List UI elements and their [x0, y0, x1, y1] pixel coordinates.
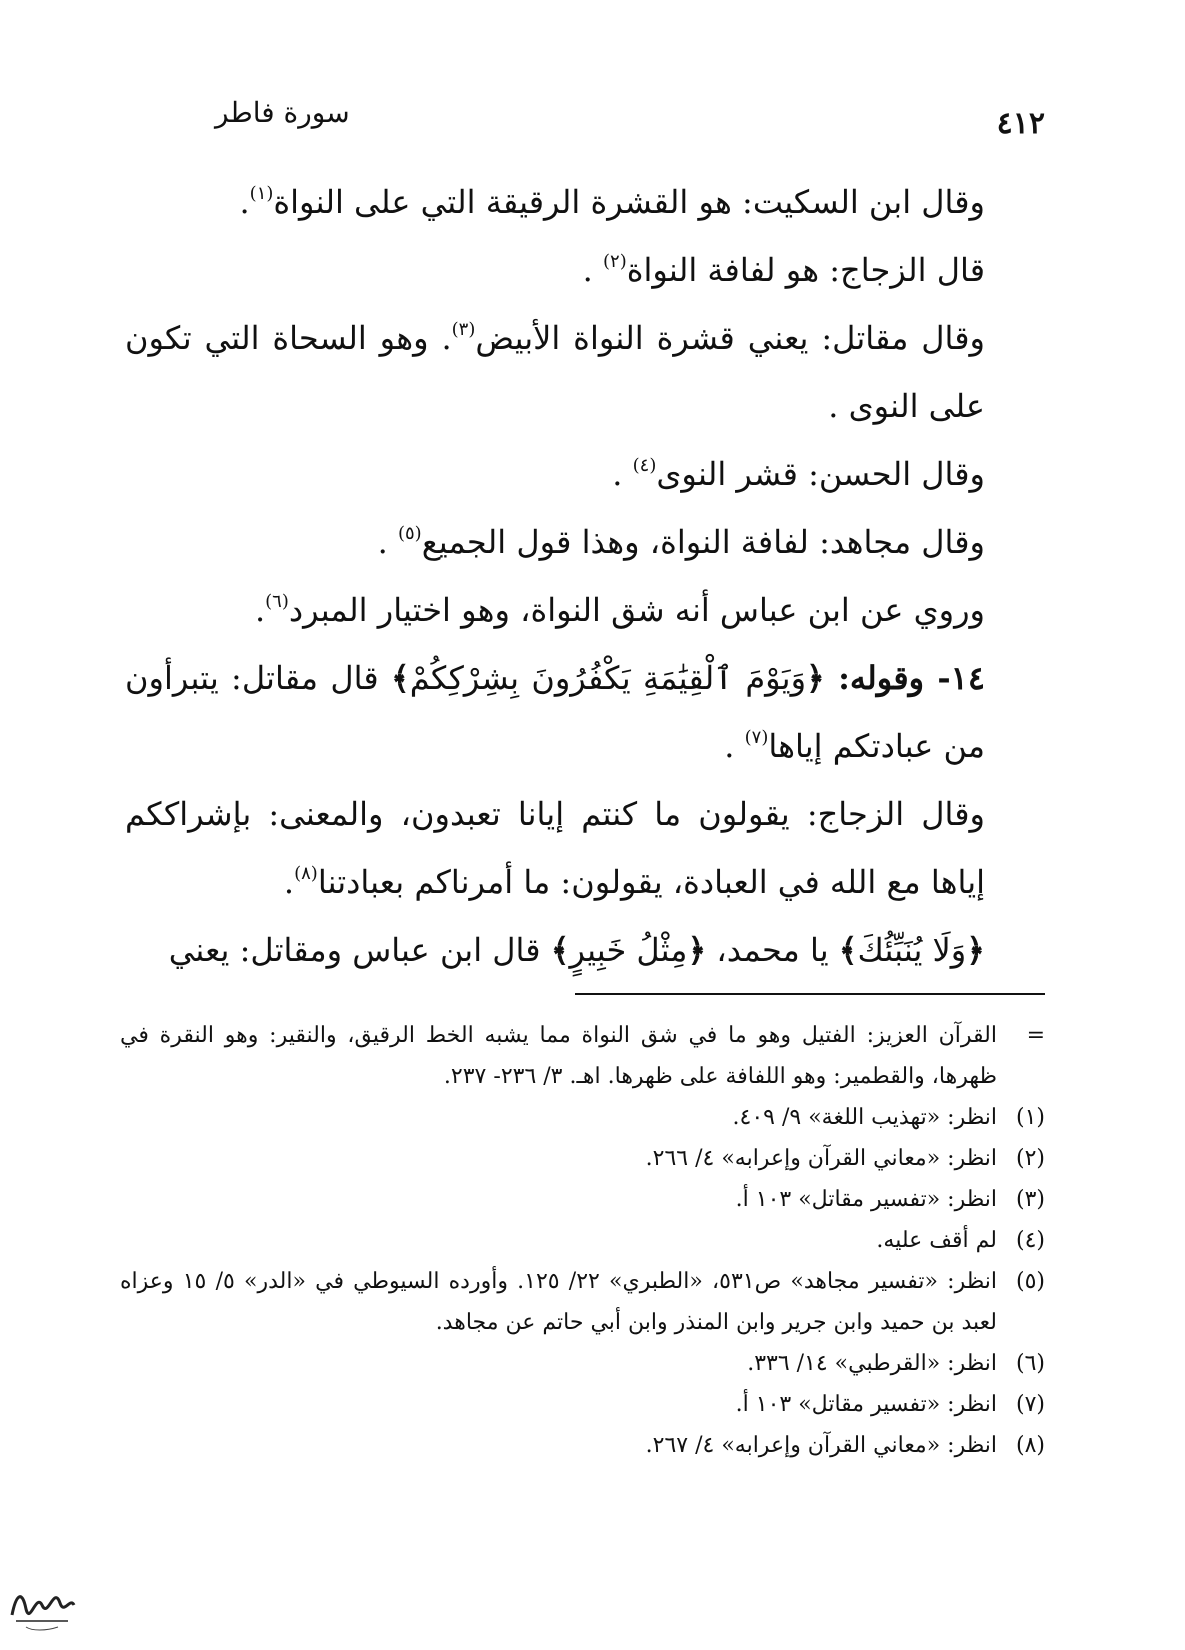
footnote-ref[interactable]: (٤) [632, 455, 657, 476]
footnote-item: (٣) انظر: «تفسير مقاتل» ١٠٣ أ. [735, 1187, 1045, 1212]
footnote-item: (٨) انظر: «معاني القرآن وإعرابه» ٤/ ٢٦٧. [645, 1433, 1045, 1458]
page-number: ٤١٢ [996, 106, 1045, 141]
quran-bracket-open: ﴿ [806, 659, 825, 697]
footnote-ref[interactable]: (٥) [397, 523, 422, 544]
paragraph-3: وقال مقاتل: يعني قشرة النواة الأبيض$^{(٣)}$. وهو السحاة التي تكون على النوى . [125, 319, 986, 425]
page-header [215, 96, 1045, 146]
quran-verse: مِثْلُ خَبِيرٍ [569, 931, 688, 969]
footnote-item: (٢) انظر: «معاني القرآن وإعرابه» ٤/ ٢٦٦. [645, 1146, 1045, 1171]
paragraph-9: ﴿وَلَا يُنَبِّئُكَ﴾ يا محمد، ﴿مِثْلُ خَبِيرٍ﴾ قال ابن عباس ومقاتل: يعني [168, 931, 985, 969]
quran-bracket-close: ﴾ [390, 659, 410, 697]
footnote-ref[interactable]: (٧) [744, 727, 769, 748]
paragraph-1: وقال ابن السكيت: هو القشرة الرقيقة التي على النواة$^{(١)}$. [239, 183, 985, 221]
footnote-item: (٧) انظر: «تفسير مقاتل» ١٠٣ أ. [735, 1392, 1045, 1417]
paragraph-2: قال الزجاج: هو لفافة النواة$^{(٢)}$ . [582, 251, 985, 289]
footnote-ref[interactable]: (٦) [265, 591, 289, 612]
footnote-ref[interactable]: (٣) [451, 319, 476, 340]
surah-title: سورة فاطر [215, 96, 350, 129]
main-text [125, 168, 1045, 984]
calligraphy-logo-icon [6, 1575, 78, 1637]
footnote-divider [575, 993, 1045, 995]
quran-verse: وَلَا يُنَبِّئُكَ [857, 931, 967, 969]
paragraph-7: ١٤- وقوله: ﴿وَيَوْمَ ٱلْقِيَٰمَةِ يَكْفُرُونَ بِشِرْكِكُمْ﴾ قال مقاتل: يتبرأون من عبادتكم إياها$^{(٧)}$ . [125, 659, 985, 765]
footnote-ref[interactable]: (٢) [602, 251, 627, 272]
quran-verse: وَيَوْمَ ٱلْقِيَٰمَةِ يَكْفُرُونَ بِشِرْكِكُمْ [409, 659, 807, 697]
paragraph-6: وروي عن ابن عباس أنه شق النواة، وهو اختيار المبرد$^{(٦)}$. [254, 591, 985, 629]
paragraph-8: وقال الزجاج: يقولون ما كنتم إيانا تعبدون، والمعنى: بإشراككم إياها مع الله في العبادة، يقولون: ما أمرناكم بعبادتنا$^{(٨)}$. [125, 795, 985, 901]
footnotes [120, 1015, 1045, 1466]
footnote-ref[interactable]: (٨) [294, 863, 318, 884]
footnote-item: (١) انظر: «تهذيب اللغة» ٩/ ٤٠٩. [732, 1105, 1045, 1130]
footnote-item: (٦) انظر: «القرطبي» ١٤/ ٣٣٦. [747, 1351, 1045, 1376]
footnote-item: (٤) لم أقف عليه. [876, 1228, 1045, 1253]
paragraph-4: وقال الحسن: قشر النوى$^{(٤)}$ . [612, 455, 985, 493]
footnote-item: (٥) انظر: «تفسير مجاهد» ص٥٣١، «الطبري» ٢٢/ ١٢٥. وأورده السيوطي في «الدر» ٥/ ١٥ وعزاه لعبد بن حميد وابن جرير وابن المنذر وابن أبي حاتم عن مجاهد. [120, 1269, 1045, 1335]
footnote-ref[interactable]: (١) [249, 183, 274, 204]
paragraph-5: وقال مجاهد: لفافة النواة، وهذا قول الجميع$^{(٥)}$ . [377, 523, 985, 561]
footnote-item: = القرآن العزيز: الفتيل وهو ما في شق النواة مما يشبه الخط الرقيق، والنقير: وهو النقرة في ظهرها، والقطمير: وهو اللفافة على ظهرها. اهـ. ٣/ ٢٣٦- ٢٣٧. [120, 1023, 1045, 1089]
